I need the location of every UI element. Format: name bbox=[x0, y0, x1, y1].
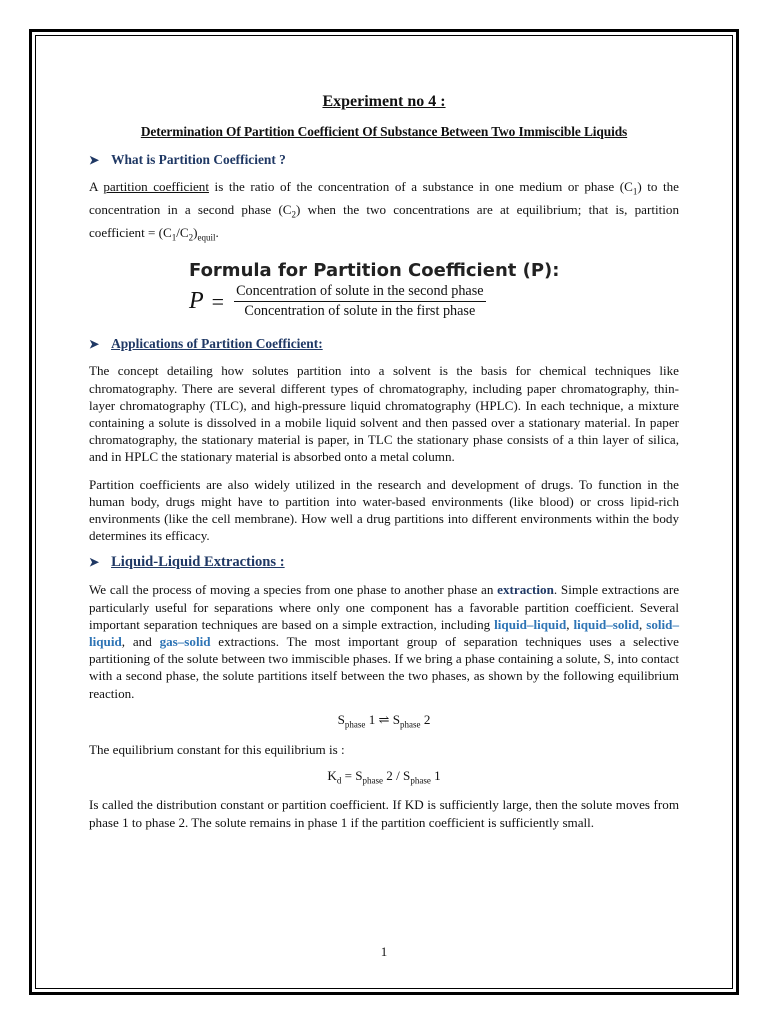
text-run: , bbox=[566, 616, 574, 632]
subscript: 1 bbox=[171, 232, 177, 243]
distribution-constant-equation bbox=[89, 768, 679, 786]
subscript: 2 bbox=[291, 209, 297, 220]
arrow-bullet-icon: ➤ bbox=[89, 152, 100, 167]
text-run: , bbox=[639, 616, 647, 632]
subscript: d bbox=[336, 775, 342, 786]
text-run: 1 bbox=[430, 767, 441, 783]
document-body bbox=[89, 93, 679, 841]
text-run: K bbox=[327, 767, 337, 783]
text-run: . bbox=[215, 224, 219, 240]
arrow-bullet-icon: ➤ bbox=[89, 336, 100, 351]
section-heading-text: What is Partition Coefficient ? bbox=[111, 152, 286, 167]
text-run: ) to the concentration in a second phase (C bbox=[89, 179, 679, 217]
term-solid-liquid: solid–liquid bbox=[89, 616, 679, 650]
text-run: /C bbox=[176, 224, 189, 240]
distribution-paragraph: Is called the distribution constant or partition coefficient. If KD is sufficiently large, then the solute moves from phase 1 to phase 2. The solute remains in phase 1 if the partition coefficient is sufficiently small. bbox=[89, 797, 679, 830]
page-title: Experiment no 4 : bbox=[322, 93, 446, 110]
subscript: phase bbox=[362, 775, 384, 786]
applications-paragraph-1: The concept detailing how solutes partition into a solvent is the basis for chemical techniques like chromatography. There are several different types of chromatography, including paper chromatography, thin-layer chromatography (TLC), and high-pressure liquid chromatography (HPLC). In each technique, a mixture containing a solute is dissolved in a mobile liquid solvent and then passed over a stationary material. In paper chromatography, the stationary material is paper, in TLC the stationary phase consists of a thin layer of silica, and in HPLC the stationary material is absorbed onto a metal column. bbox=[89, 363, 679, 465]
subscript: phase bbox=[410, 775, 431, 786]
arrow-bullet-icon: ➤ bbox=[89, 555, 100, 570]
formula-lhs: P bbox=[189, 288, 204, 315]
text-run: = S bbox=[341, 767, 363, 783]
term-gas-solid: gas–solid bbox=[159, 634, 211, 650]
formula-equation bbox=[189, 283, 679, 320]
text-run: A bbox=[89, 179, 104, 194]
section-heading-text: Liquid-Liquid Extractions : bbox=[111, 554, 285, 571]
text-run: , and bbox=[121, 634, 160, 650]
text-run: We call the process of moving a species from one phase to another phase an bbox=[89, 582, 498, 598]
term-partition-coefficient: partition coefficient bbox=[103, 179, 209, 194]
subscript: 2 bbox=[188, 232, 194, 243]
term-liquid-liquid: liquid–liquid bbox=[494, 616, 567, 632]
subscript: phase bbox=[400, 719, 421, 730]
section-heading-text: Applications of Partition Coefficient: bbox=[111, 336, 323, 352]
text-run: ) when the two concentrations are at equilibrium; that is, partition coefficient = (C bbox=[89, 201, 679, 240]
text-run: S bbox=[337, 711, 345, 727]
text-run: 2 / S bbox=[383, 767, 411, 783]
equilibrium-intro: The equilibrium constant for this equilibrium is : bbox=[89, 741, 345, 757]
formula-fraction bbox=[234, 283, 485, 320]
page-number: 1 bbox=[380, 944, 388, 959]
text-run: extractions. The most important group of separation techniques uses a selective partitioning of the solute between two immiscible phases. If we bring a phase containing a solute, S, into contact with a second phase, the solute partitions itself between the two phases, as shown by the following equilibrium reaction. bbox=[89, 634, 679, 701]
subscript: 1 bbox=[632, 186, 638, 197]
text-run: ) bbox=[193, 224, 198, 240]
text-run: 1 ⇌ S bbox=[365, 711, 401, 727]
section-heading-what-is bbox=[89, 152, 679, 168]
text-run: 2 bbox=[420, 711, 431, 727]
page-subtitle: Determination Of Partition Coefficient Of Substance Between Two Immiscible Liquids bbox=[140, 124, 628, 139]
term-extraction: extraction bbox=[497, 582, 554, 598]
definition-paragraph bbox=[89, 178, 679, 246]
applications-paragraph-2: Partition coefficients are also widely utilized in the research and development of drugs. To function in the human body, drugs might have to partition into water-based environments (like blood) or cross lipid-rich environments (like the cell membrane). How well a drug partitions into different environments within the body determines its efficacy. bbox=[89, 476, 679, 544]
formula-denominator: Concentration of solute in the first phase bbox=[244, 303, 476, 320]
subscript: equil bbox=[197, 232, 216, 243]
formula-numerator: Concentration of solute in the second phase bbox=[234, 283, 485, 302]
equilibrium-equation bbox=[89, 712, 679, 730]
formula-title: Formula for Partition Coefficient (P): bbox=[189, 260, 560, 282]
extractions-paragraph bbox=[89, 581, 679, 701]
term-liquid-solid: liquid–solid bbox=[573, 616, 639, 632]
text-run: is the ratio of the concentration of a substance in one medium or phase (C bbox=[208, 179, 633, 194]
text-run: . Simple extractions are particularly useful for separations where only one component has a favorable partition coefficient. Several important separation techniques are based on a simple extraction, including bbox=[89, 582, 680, 632]
subscript: phase bbox=[344, 719, 366, 730]
formula-equals: = bbox=[211, 288, 225, 314]
formula-figure bbox=[189, 260, 679, 320]
section-heading-extractions bbox=[89, 554, 679, 571]
section-heading-applications bbox=[89, 336, 679, 352]
